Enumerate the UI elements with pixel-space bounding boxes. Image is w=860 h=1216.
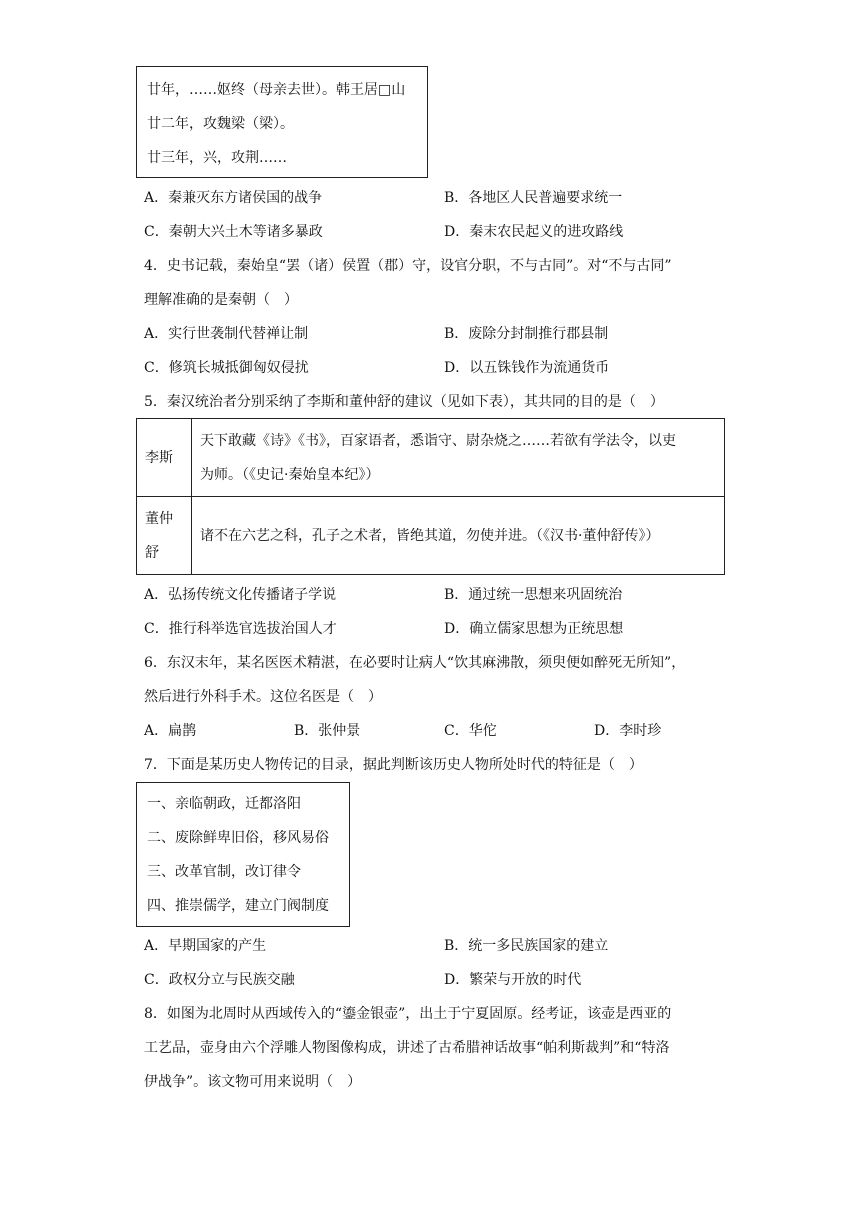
table-row xyxy=(137,419,725,497)
q7-option-d[interactable]: D．繁荣与开放的时代 xyxy=(444,972,582,988)
table-cell-content xyxy=(192,419,725,497)
q5-name-dong: 舒 xyxy=(145,544,159,561)
q4-option-d[interactable]: D．以五铢钱作为流通货币 xyxy=(444,360,610,376)
q6-option-a[interactable]: A．扁鹊 xyxy=(144,723,197,739)
q5-lisi-line: 天下敢藏《诗》《书》，百家语者，悉诣守、尉杂烧之……若欲有学法令，以吏 xyxy=(200,432,676,449)
q5-source-table xyxy=(136,418,725,575)
q5-name-dong: 董仲 xyxy=(145,510,173,527)
q8-stem-cont: 工艺品，壶身由六个浮雕人物图像构成，讲述了古希腊神话故事“帕利斯裁判”和“特洛 xyxy=(144,1040,670,1056)
q4-option-c[interactable]: C．修筑长城抵御匈奴侵扰 xyxy=(144,360,309,376)
q3-excerpt-line: 廿年，……妪终（母亲去世）。韩王居□山 xyxy=(147,82,406,98)
q3-option-b[interactable]: B．各地区人民普遍要求统一 xyxy=(444,190,623,206)
table-row xyxy=(137,497,725,575)
q7-option-c[interactable]: C．政权分立与民族交融 xyxy=(144,972,295,988)
q6-option-c[interactable]: C．华佗 xyxy=(444,723,497,739)
q3-option-a[interactable]: A．秦兼灭东方诸侯国的战争 xyxy=(144,190,323,206)
q3-option-c[interactable]: C．秦朝大兴土木等诸多暴政 xyxy=(144,224,323,240)
q6-option-d[interactable]: D．李时珍 xyxy=(594,723,662,739)
table-cell-content xyxy=(192,497,725,575)
q3-excerpt-box xyxy=(136,66,428,178)
q3-option-d[interactable]: D．秦末农民起义的进攻路线 xyxy=(444,224,624,240)
q6-option-b[interactable]: B．张仲景 xyxy=(294,723,361,739)
q7-toc-item: 三、改革官制，改订律令 xyxy=(147,864,301,880)
q3-excerpt-line: 廿三年，兴，攻荆…… xyxy=(147,150,287,166)
q8-stem-cont: 伊战争”。该文物可用来说明（ ） xyxy=(144,1074,362,1090)
q6-stem: 6．东汉末年，某名医医术精湛，在必要时让病人“饮其麻沸散，须臾便如醉死无所知”， xyxy=(144,655,686,671)
q5-option-b[interactable]: B．通过统一思想来巩固统治 xyxy=(444,587,623,603)
q5-name-lisi: 李斯 xyxy=(145,449,173,466)
q6-stem-cont: 然后进行外科手术。这位名医是（ ） xyxy=(144,689,382,705)
q4-option-a[interactable]: A．实行世袭制代替禅让制 xyxy=(144,326,309,342)
q5-dong-line: 诸不在六艺之科，孔子之术者，皆绝其道，勿使并进。（《汉书·董仲舒传》） xyxy=(200,527,660,544)
q7-option-a[interactable]: A．早期国家的产生 xyxy=(144,938,267,954)
q7-toc-item: 四、推崇儒学，建立门阀制度 xyxy=(147,898,329,914)
table-cell-name xyxy=(137,497,192,575)
table-cell-name xyxy=(137,419,192,497)
q5-option-a[interactable]: A．弘扬传统文化传播诸子学说 xyxy=(144,587,337,603)
q5-stem: 5．秦汉统治者分别采纳了李斯和董仲舒的建议（见如下表），其共同的目的是（ ） xyxy=(144,394,664,410)
q5-option-d[interactable]: D．确立儒家思想为正统思想 xyxy=(444,621,624,637)
q3-excerpt-line: 廿二年，攻魏梁（梁）。 xyxy=(147,116,294,132)
q7-toc-box xyxy=(136,782,350,927)
q7-option-b[interactable]: B．统一多民族国家的建立 xyxy=(444,938,609,954)
q7-toc-item: 一、亲临朝政，迁都洛阳 xyxy=(147,796,301,812)
q7-toc-item: 二、废除鲜卑旧俗，移风易俗 xyxy=(147,830,329,846)
q5-lisi-line: 为师。（《史记·秦始皇本纪》） xyxy=(200,466,380,483)
q5-option-c[interactable]: C．推行科举选官选拔治国人才 xyxy=(144,621,337,637)
q4-option-b[interactable]: B．废除分封制推行郡县制 xyxy=(444,326,609,342)
q4-stem: 4．史书记载，秦始皇“罢（诸）侯置（郡）守，设官分职，不与古同”。对“不与古同” xyxy=(144,258,672,274)
q4-stem-cont: 理解准确的是秦朝（ ） xyxy=(144,292,298,308)
q8-stem: 8．如图为北周时从西域传入的“鎏金银壶”，出土于宁夏固原。经考证，该壶是西亚的 xyxy=(144,1006,672,1022)
q7-stem: 7．下面是某历史人物传记的目录，据此判断该历史人物所处时代的特征是（ ） xyxy=(144,757,643,773)
